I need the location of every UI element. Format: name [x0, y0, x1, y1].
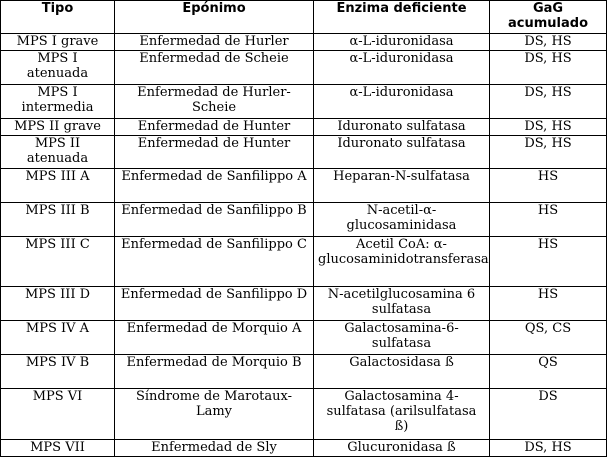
- cell-enzima: N-acetil-α-glucosaminidasa: [314, 203, 490, 237]
- cell-tipo: MPS II grave: [1, 119, 115, 136]
- cell-tipo: MPS I intermedia: [1, 85, 115, 119]
- table-row: [1, 440, 607, 457]
- cell-tipo: MPS I atenuada: [1, 51, 115, 85]
- cell-eponimo: Enfermedad de Hunter: [115, 136, 314, 169]
- table-row: [1, 34, 607, 51]
- table-row: [1, 169, 607, 203]
- header-row: [1, 1, 607, 34]
- cell-tipo: MPS III D: [1, 287, 115, 321]
- cell-gag: DS, HS: [490, 51, 607, 85]
- cell-eponimo: Enfermedad de Hurler-Scheie: [115, 85, 314, 119]
- table-row: [1, 85, 607, 119]
- table-row: [1, 389, 607, 440]
- cell-gag: DS, HS: [490, 34, 607, 51]
- cell-eponimo: Enfermedad de Sanfilippo C: [115, 237, 314, 287]
- header-gag: GaG acumulado: [490, 1, 607, 34]
- cell-tipo: MPS III B: [1, 203, 115, 237]
- table-row: [1, 287, 607, 321]
- cell-eponimo: Enfermedad de Sanfilippo A: [115, 169, 314, 203]
- cell-gag: QS, CS: [490, 321, 607, 355]
- cell-enzima: Iduronato sulfatasa: [314, 136, 490, 169]
- cell-eponimo: Enfermedad de Morquio A: [115, 321, 314, 355]
- cell-eponimo: Enfermedad de Hunter: [115, 119, 314, 136]
- cell-enzima: α-L-iduronidasa: [314, 51, 490, 85]
- table-row: [1, 136, 607, 169]
- cell-eponimo: Síndrome de Marotaux-Lamy: [115, 389, 314, 440]
- cell-enzima: Galactosamina-6-sulfatasa: [314, 321, 490, 355]
- header-tipo: Tipo: [1, 1, 115, 34]
- header-enzima: Enzima deficiente: [314, 1, 490, 34]
- cell-gag: DS, HS: [490, 440, 607, 457]
- cell-gag: DS: [490, 389, 607, 440]
- cell-enzima: Acetil CoA: α-glucosaminidotransferasa: [314, 237, 490, 287]
- cell-gag: HS: [490, 169, 607, 203]
- cell-tipo: MPS VII: [1, 440, 115, 457]
- cell-enzima: α-L-iduronidasa: [314, 34, 490, 51]
- cell-gag: DS, HS: [490, 85, 607, 119]
- cell-tipo: MPS II atenuada: [1, 136, 115, 169]
- cell-enzima: α-L-iduronidasa: [314, 85, 490, 119]
- cell-eponimo: Enfermedad de Sanfilippo D: [115, 287, 314, 321]
- cell-enzima: N-acetilglucosamina 6 sulfatasa: [314, 287, 490, 321]
- cell-gag: DS, HS: [490, 136, 607, 169]
- table-row: [1, 51, 607, 85]
- cell-enzima: Glucuronidasa ß: [314, 440, 490, 457]
- cell-enzima: Galactosidasa ß: [314, 355, 490, 389]
- cell-eponimo: Enfermedad de Scheie: [115, 51, 314, 85]
- cell-enzima: Galactosamina 4-sulfatasa (arilsulfatasa ß): [314, 389, 490, 440]
- table-row: [1, 119, 607, 136]
- cell-eponimo: Enfermedad de Hurler: [115, 34, 314, 51]
- table-row: [1, 355, 607, 389]
- table-row: [1, 237, 607, 287]
- table-row: [1, 203, 607, 237]
- cell-tipo: MPS IV B: [1, 355, 115, 389]
- cell-eponimo: Enfermedad de Sly: [115, 440, 314, 457]
- cell-tipo: MPS III A: [1, 169, 115, 203]
- cell-tipo: MPS IV A: [1, 321, 115, 355]
- cell-tipo: MPS VI: [1, 389, 115, 440]
- cell-enzima: Iduronato sulfatasa: [314, 119, 490, 136]
- cell-gag: DS, HS: [490, 119, 607, 136]
- cell-enzima: Heparan-N-sulfatasa: [314, 169, 490, 203]
- cell-tipo: MPS III C: [1, 237, 115, 287]
- cell-tipo: MPS I grave: [1, 34, 115, 51]
- table-row: [1, 321, 607, 355]
- cell-gag: HS: [490, 237, 607, 287]
- cell-gag: HS: [490, 203, 607, 237]
- cell-eponimo: Enfermedad de Sanfilippo B: [115, 203, 314, 237]
- cell-gag: QS: [490, 355, 607, 389]
- header-eponimo: Epónimo: [115, 1, 314, 34]
- cell-gag: HS: [490, 287, 607, 321]
- cell-eponimo: Enfermedad de Morquio B: [115, 355, 314, 389]
